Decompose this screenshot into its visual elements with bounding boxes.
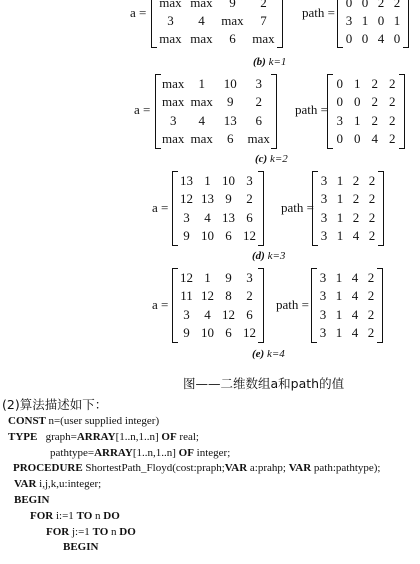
matrix-cell: 12 bbox=[180, 270, 193, 285]
matrix-cell: 6 bbox=[246, 209, 253, 225]
code-line bbox=[0, 509, 420, 525]
matrix-cell: 0 bbox=[361, 0, 369, 10]
code-token: i,j,k,u:integer; bbox=[36, 478, 102, 491]
matrix-cell: 2 bbox=[352, 191, 360, 207]
code-token: OF bbox=[161, 430, 177, 443]
caption-letter-c: (c) bbox=[255, 153, 268, 165]
matrix-cell: 1 bbox=[354, 76, 361, 91]
code-line bbox=[0, 477, 420, 493]
matrix-cell: 2 bbox=[352, 173, 360, 188]
matrix-cell: 4 bbox=[351, 270, 359, 285]
matrix-cell: 4 bbox=[351, 306, 359, 322]
matrix-cell: 10 bbox=[201, 227, 214, 243]
caption-text-e: k=4 bbox=[266, 348, 285, 360]
code-token: CONST bbox=[8, 415, 49, 427]
caption-letter-d: (d) bbox=[252, 250, 265, 262]
matrix-cell: max bbox=[162, 94, 185, 110]
matrix-cell: 4 bbox=[204, 306, 211, 322]
matrix-cell: 1 bbox=[335, 306, 343, 322]
matrix-cell: max bbox=[162, 76, 185, 91]
matrix-cell: 1 bbox=[335, 288, 343, 304]
matrix-cell: 3 bbox=[183, 306, 190, 322]
matrix-cell: 3 bbox=[319, 288, 327, 304]
matrix-cell: 1 bbox=[336, 209, 344, 225]
matrix-cell: 2 bbox=[260, 0, 267, 10]
matrix-cell: 10 bbox=[223, 76, 237, 91]
path-matrix-label-d: path = bbox=[281, 200, 314, 215]
matrix-cell: 0 bbox=[345, 0, 353, 10]
matrix-cell: 3 bbox=[167, 13, 174, 28]
matrix-cell: 13 bbox=[222, 209, 235, 225]
matrix-cell: 0 bbox=[336, 130, 343, 146]
matrix-cell: 6 bbox=[225, 227, 232, 243]
matrix-cell: 6 bbox=[246, 306, 253, 322]
code-token: n bbox=[92, 509, 104, 522]
caption-text-c: k=2 bbox=[269, 153, 288, 165]
matrix-cell: 1 bbox=[393, 13, 401, 28]
code-token: [1..n,1..n] bbox=[132, 446, 179, 459]
code-token: path:pathtype); bbox=[311, 462, 381, 475]
code-token: ARRAY bbox=[94, 446, 133, 459]
matrix-cell: 3 bbox=[336, 112, 343, 128]
matrix-cell: 3 bbox=[319, 306, 327, 322]
matrix-cell: 0 bbox=[354, 94, 361, 110]
matrix-cell: 3 bbox=[345, 13, 353, 28]
matrix-cell: max bbox=[221, 13, 244, 28]
matrix-cell: 0 bbox=[361, 31, 369, 46]
matrix-cell: 12 bbox=[180, 191, 193, 207]
matrix-cell: 12 bbox=[243, 324, 256, 340]
figure-caption-e bbox=[252, 348, 285, 360]
matrix-cell: max bbox=[159, 0, 182, 10]
path-matrix-label-c: path = bbox=[295, 102, 328, 117]
matrix-cell: 6 bbox=[255, 112, 262, 128]
code-token: TYPE bbox=[8, 430, 46, 443]
a-matrix-d bbox=[172, 171, 264, 246]
code-token: integer; bbox=[193, 446, 231, 459]
path-matrix-label-e: path = bbox=[276, 297, 309, 312]
caption-text-d: k=3 bbox=[267, 250, 286, 262]
matrix-cell: 0 bbox=[354, 130, 361, 146]
matrix-cell: 12 bbox=[222, 306, 235, 322]
matrix-cell: 7 bbox=[260, 13, 267, 28]
matrix-cell: 12 bbox=[243, 227, 256, 243]
matrix-cell: max bbox=[247, 130, 270, 146]
code-token: OF bbox=[178, 446, 194, 459]
figure-caption-d bbox=[252, 250, 285, 262]
path-matrix-c bbox=[327, 74, 405, 149]
path-matrix-label-b: path = bbox=[302, 5, 335, 20]
matrix-cell: 13 bbox=[180, 173, 193, 188]
code-token: DO bbox=[119, 525, 136, 538]
matrix-cell: 1 bbox=[335, 324, 343, 340]
code-token: FOR bbox=[46, 525, 70, 538]
a-matrix-c bbox=[155, 74, 277, 149]
code-line bbox=[0, 540, 420, 556]
matrix-cell: 9 bbox=[229, 0, 236, 10]
matrix-cell: 4 bbox=[204, 209, 211, 225]
matrix-cell: 2 bbox=[389, 76, 396, 91]
matrix-cell: 1 bbox=[354, 112, 361, 128]
code-token: VAR bbox=[224, 462, 248, 475]
matrix-cell: 4 bbox=[198, 13, 205, 28]
code-token: BEGIN bbox=[14, 493, 50, 506]
code-token: BEGIN bbox=[63, 541, 99, 554]
matrix-cell: 2 bbox=[255, 94, 262, 110]
matrix-cell: 2 bbox=[389, 130, 396, 146]
matrix-cell: max bbox=[190, 130, 213, 146]
a-matrix-label-d: a = bbox=[152, 200, 169, 215]
matrix-cell: 13 bbox=[223, 112, 237, 128]
a-matrix-b bbox=[151, 0, 283, 48]
matrix-cell: max bbox=[159, 31, 182, 46]
code-token: real; bbox=[176, 430, 199, 443]
matrix-cell: 1 bbox=[335, 270, 343, 285]
matrix-cell: 2 bbox=[246, 288, 253, 304]
matrix-cell: 0 bbox=[336, 76, 343, 91]
a-matrix-label-e: a = bbox=[152, 297, 169, 312]
matrix-cell: 10 bbox=[201, 324, 214, 340]
matrix-cell: 0 bbox=[336, 94, 343, 110]
caption-letter-e: (e) bbox=[252, 348, 265, 360]
code-line bbox=[0, 430, 420, 446]
code-token: DO bbox=[103, 509, 120, 522]
matrix-cell: 2 bbox=[377, 0, 385, 10]
matrix-cell: 2 bbox=[246, 191, 253, 207]
matrix-cell: 11 bbox=[180, 288, 193, 304]
matrix-cell: 13 bbox=[201, 191, 214, 207]
matrix-cell: 6 bbox=[225, 324, 232, 340]
code-token: ShortestPath_Floyd(cost:praph; bbox=[82, 462, 225, 475]
matrix-cell: 3 bbox=[319, 324, 327, 340]
matrix-cell: 2 bbox=[389, 112, 396, 128]
code-line bbox=[0, 493, 420, 509]
code-line bbox=[0, 525, 420, 541]
code-token: VAR bbox=[14, 478, 37, 491]
code-token: i:=1 bbox=[53, 509, 77, 522]
matrix-cell: 4 bbox=[352, 227, 360, 243]
algorithm-code bbox=[0, 414, 420, 556]
matrix-cell: 3 bbox=[320, 227, 328, 243]
matrix-cell: 3 bbox=[320, 209, 328, 225]
path-matrix-b bbox=[337, 0, 409, 48]
matrix-cell: 4 bbox=[377, 31, 385, 46]
matrix-cell: 3 bbox=[183, 209, 190, 225]
matrix-cell: 2 bbox=[371, 94, 378, 110]
matrix-cell: 4 bbox=[351, 324, 359, 340]
matrix-cell: 4 bbox=[351, 288, 359, 304]
caption-text-b: k=1 bbox=[268, 56, 287, 68]
matrix-cell: 2 bbox=[367, 324, 375, 340]
matrix-cell: 0 bbox=[377, 13, 385, 28]
code-token: PROCEDURE bbox=[13, 462, 83, 475]
matrix-cell: 9 bbox=[183, 227, 190, 243]
code-token: graph= bbox=[45, 430, 77, 443]
matrix-cell: 9 bbox=[183, 324, 190, 340]
matrix-cell: 9 bbox=[225, 270, 232, 285]
matrix-cell: 2 bbox=[368, 191, 376, 207]
figure-caption-b bbox=[253, 56, 286, 68]
matrix-cell: 10 bbox=[222, 173, 235, 188]
matrix-cell: max bbox=[190, 0, 213, 10]
matrix-cell: 2 bbox=[352, 209, 360, 225]
matrix-cell: 8 bbox=[225, 288, 232, 304]
caption-letter-b: (b) bbox=[253, 56, 266, 68]
code-token: a:prahp; bbox=[247, 462, 289, 475]
section-heading: (2)算法描述如下： bbox=[2, 397, 108, 412]
figure-caption-c bbox=[255, 153, 288, 165]
matrix-cell: 2 bbox=[367, 306, 375, 322]
matrix-cell: 3 bbox=[320, 173, 328, 188]
matrix-cell: 4 bbox=[371, 130, 378, 146]
code-line bbox=[0, 461, 420, 477]
matrix-cell: 1 bbox=[204, 173, 211, 188]
matrix-cell: 3 bbox=[170, 112, 177, 128]
code-token: ARRAY bbox=[76, 430, 116, 443]
code-token: FOR bbox=[30, 509, 54, 522]
matrix-cell: 9 bbox=[225, 191, 232, 207]
matrix-cell: 3 bbox=[246, 270, 253, 285]
matrix-cell: 1 bbox=[204, 270, 211, 285]
matrix-cell: 1 bbox=[336, 191, 344, 207]
matrix-cell: max bbox=[162, 130, 185, 146]
matrix-cell: 2 bbox=[368, 209, 376, 225]
a-matrix-e bbox=[172, 268, 264, 343]
matrix-cell: 1 bbox=[336, 227, 344, 243]
matrix-cell: max bbox=[190, 31, 213, 46]
matrix-cell: 6 bbox=[229, 31, 236, 46]
matrix-cell: 0 bbox=[345, 31, 353, 46]
code-line bbox=[0, 446, 420, 462]
matrix-cell: 2 bbox=[368, 227, 376, 243]
matrix-cell: 2 bbox=[371, 76, 378, 91]
matrix-cell: 2 bbox=[371, 112, 378, 128]
matrix-cell: 3 bbox=[246, 173, 253, 188]
code-token: j:=1 bbox=[69, 525, 93, 538]
code-token: n bbox=[108, 525, 120, 538]
code-token: TO bbox=[92, 525, 109, 538]
matrix-cell: 4 bbox=[198, 112, 205, 128]
matrix-cell: 3 bbox=[255, 76, 262, 91]
matrix-cell: max bbox=[190, 94, 213, 110]
path-matrix-d bbox=[312, 171, 384, 246]
code-token: TO bbox=[76, 509, 93, 522]
matrix-cell: 2 bbox=[389, 94, 396, 110]
code-line bbox=[0, 414, 420, 430]
matrix-cell: max bbox=[252, 31, 275, 46]
matrix-cell: 6 bbox=[227, 130, 234, 146]
matrix-cell: 3 bbox=[320, 191, 328, 207]
matrix-cell: 2 bbox=[368, 173, 376, 188]
code-token: VAR bbox=[288, 462, 312, 475]
figure-title: 图——二维数组a和path的值 bbox=[183, 376, 345, 391]
matrix-cell: 1 bbox=[361, 13, 369, 28]
matrix-cell: 0 bbox=[393, 31, 401, 46]
matrix-cell: 9 bbox=[227, 94, 234, 110]
matrix-cell: 1 bbox=[198, 76, 205, 91]
matrix-cell: 2 bbox=[367, 288, 375, 304]
code-token: n=(user supplied integer) bbox=[48, 415, 160, 427]
matrix-cell: 1 bbox=[336, 173, 344, 188]
matrix-cell: 2 bbox=[393, 0, 401, 10]
matrix-cell: 12 bbox=[201, 288, 214, 304]
a-matrix-label-c: a = bbox=[134, 102, 151, 117]
code-token: pathtype= bbox=[50, 446, 95, 459]
a-matrix-label-b: a = bbox=[130, 5, 147, 20]
matrix-cell: 3 bbox=[319, 270, 327, 285]
path-matrix-e bbox=[311, 268, 383, 343]
matrix-cell: 2 bbox=[367, 270, 375, 285]
code-token: [1..n,1..n] bbox=[115, 430, 162, 443]
